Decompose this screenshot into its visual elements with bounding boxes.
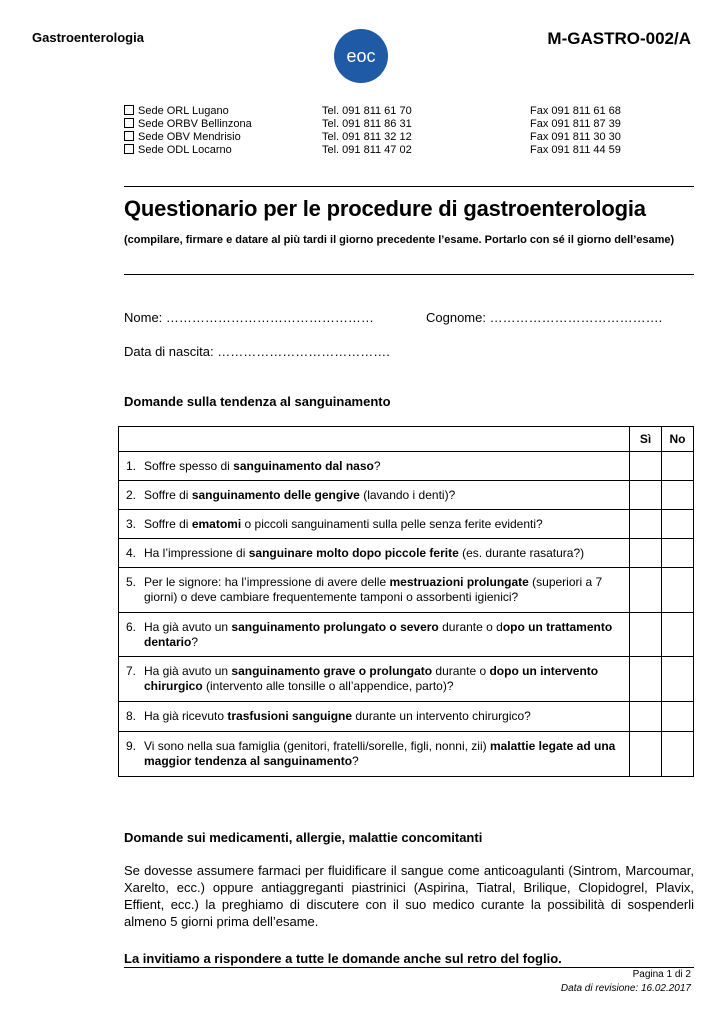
question-fragment: (es. durante rasatura?) [458,545,585,560]
answer-yes-cell[interactable] [630,510,662,539]
answer-yes-cell[interactable] [630,732,662,777]
site-row [124,144,624,157]
question-emphasis: sanguinare molto dopo piccole ferite [248,545,459,560]
sites-list [124,105,624,157]
revision-date: Data di revisione: 16.02.2017 [560,983,691,994]
answer-yes-cell[interactable] [630,539,662,568]
answer-yes-cell[interactable] [630,657,662,702]
divider [124,186,694,187]
question-text: 3. Soffre di ematomi o piccoli sanguinamenti sulla pelle senza ferite evidenti? [119,510,630,539]
answer-yes-cell[interactable] [630,568,662,613]
logo-text: eoc [346,46,376,66]
question-text: 8. Ha già ricevuto trasfusioni sanguigne durante un intervento chirurgico? [119,702,630,732]
question-fragment: Vi sono nella sua famiglia (genitori, fratelli/sorelle, figli, nonni, zii) [144,739,490,753]
question-fragment: ? [373,458,381,473]
site-name: Sede ODL Locarno [138,144,232,156]
question-fragment: Ha già ricevuto [144,709,228,723]
site-tel: Tel. 091 811 32 12 [322,131,412,143]
question-fragment: (intervento alle tonsille o all’appendice, parto)? [202,679,454,693]
site-tel: Tel. 091 811 86 31 [322,118,412,130]
question-text: 4. Ha l’impressione di sanguinare molto dopo piccole ferite (es. durante rasatura?) [119,539,630,568]
question-emphasis: sanguinamento dal naso [233,458,374,473]
table-header-row [119,427,694,452]
site-name: Sede ORL Lugano [138,105,229,117]
question-emphasis: sanguinamento delle gengive [191,487,360,502]
question-text: 9. Vi sono nella sua famiglia (genitori, fratelli/sorelle, figli, nonni, zii) malattie legate ad una maggior tendenza al sanguinamento? [119,732,630,777]
section-heading-bleeding: Domande sulla tendenza al sanguinamento [124,394,391,409]
question-fragment: Soffre di [144,487,192,502]
question-fragment: Ha l’impressione di [144,545,249,560]
table-row [119,613,694,657]
column-no: No [662,427,694,452]
footer-divider [124,967,694,968]
page-title: Questionario per le procedure di gastroenterologia [124,196,646,221]
site-name: Sede OBV Mendrisio [138,131,241,143]
question-fragment: ? [352,754,359,768]
checkbox[interactable] [124,144,134,154]
question-fragment: Soffre spesso di [144,458,234,473]
answer-yes-cell[interactable] [630,702,662,732]
answer-no-cell[interactable] [662,657,694,702]
question-fragment: Ha già avuto un [144,619,232,634]
question-emphasis: sanguinamento prolungato o severo [231,619,439,634]
medications-paragraph: Se dovesse assumere farmaci per fluidificare il sangue come anticoagulanti (Sintrom, Marcoumar, Xarelto, ecc.) oppure antiaggreganti piastrinici (Aspirina, Tiatral, Brilique, Clopidogrel, Plavix, Effient, ecc.) la preghiamo di discutere con il suo medico curante la possibilità di sospenderli almeno 5 giorni prima dell’esame. [124,863,694,929]
answer-no-cell[interactable] [662,510,694,539]
answer-no-cell[interactable] [662,702,694,732]
closing-instruction: La invitiamo a rispondere a tutte le domande anche sul retro del foglio. [124,951,562,966]
question-emphasis: dopo un intervento chirurgico [144,664,599,693]
site-fax: Fax 091 811 44 59 [530,144,621,156]
site-row [124,105,624,118]
question-emphasis: ematomi [191,516,242,531]
question-fragment: durante o d [438,619,503,634]
question-fragment: (lavando i denti)? [359,487,456,502]
question-emphasis: sanguinamento grave o prolungato [231,664,433,678]
column-yes: Sì [630,427,662,452]
checkbox[interactable] [124,118,134,128]
answer-no-cell[interactable] [662,452,694,481]
question-emphasis: trasfusioni sanguigne [227,709,353,723]
answer-no-cell[interactable] [662,732,694,777]
site-tel: Tel. 091 811 61 70 [322,105,412,117]
question-fragment: durante o [432,664,490,678]
site-tel: Tel. 091 811 47 02 [322,144,412,156]
site-row [124,118,624,131]
table-row [119,452,694,481]
site-row [124,131,624,144]
site-fax: Fax 091 811 30 30 [530,131,621,143]
question-text: 6. Ha già avuto un sanguinamento prolungato o severo durante o dopo un trattamento dentario? [119,613,630,657]
answer-yes-cell[interactable] [630,613,662,657]
answer-no-cell[interactable] [662,568,694,613]
answer-yes-cell[interactable] [630,481,662,510]
question-emphasis: mestruazioni prolungate [389,575,529,589]
question-fragment: Soffre di [144,516,192,531]
table-row [119,539,694,568]
table-row [119,702,694,732]
bleeding-questions-table [118,426,694,777]
section-heading-medications: Domande sui medicamenti, allergie, malattie concomitanti [124,830,483,845]
question-emphasis: malattie legate ad una maggior tendenza al sanguinamento [144,739,616,768]
question-text: 7. Ha già avuto un sanguinamento grave o prolungato durante o dopo un intervento chirurgico (intervento alle tonsille o all’appendice, parto)? [119,657,630,702]
question-fragment: o piccoli sanguinamenti sulla pelle senza ferite evidenti? [241,516,543,531]
page-number: Pagina 1 di 2 [632,969,691,980]
divider [124,274,694,275]
form-code: M-GASTRO-002/A [547,29,691,48]
question-fragment: (superiori a 7 giorni) o deve cambiare frequentemente tamponi o assorbenti igienici? [144,575,603,604]
question-fragment: durante un intervento chirurgico? [352,709,531,723]
checkbox[interactable] [124,105,134,115]
page-subtitle: (compilare, firmare e datare al più tardi il giorno precedente l’esame. Portarlo con sé il giorno dell’esame) [124,234,675,246]
table-row [119,568,694,613]
site-fax: Fax 091 811 61 68 [530,105,621,117]
table-row [119,481,694,510]
table-row [119,510,694,539]
birthdate-field[interactable]: Data di nascita: …………………………………. [124,344,390,359]
checkbox[interactable] [124,131,134,141]
question-text: 2. Soffre di sanguinamento delle gengive (lavando i denti)? [119,481,630,510]
question-emphasis: opo un trattamento dentario [144,619,613,649]
eoc-logo [334,29,388,83]
site-fax: Fax 091 811 87 39 [530,118,621,130]
header-empty-cell [119,427,630,452]
answer-no-cell[interactable] [662,539,694,568]
table-row [119,732,694,777]
table-row [119,657,694,702]
nome-field[interactable]: Nome: ………………………………………… [124,310,374,325]
answer-no-cell[interactable] [662,613,694,657]
question-fragment: Ha già avuto un [144,664,232,678]
question-text: 1. Soffre spesso di sanguinamento dal naso? [119,452,630,481]
cognome-field[interactable]: Cognome: …………………………………. [426,310,663,325]
question-fragment: Per le signore: ha l’impressione di avere delle [144,575,390,589]
answer-no-cell[interactable] [662,481,694,510]
answer-yes-cell[interactable] [630,452,662,481]
question-text: 5. Per le signore: ha l’impressione di avere delle mestruazioni prolungate (superiori a 7 giorni) o deve cambiare frequentemente tamponi o assorbenti igienici? [119,568,630,613]
department-label: Gastroenterologia [32,30,144,45]
question-fragment: ? [191,634,199,649]
site-name: Sede ORBV Bellinzona [138,118,252,130]
